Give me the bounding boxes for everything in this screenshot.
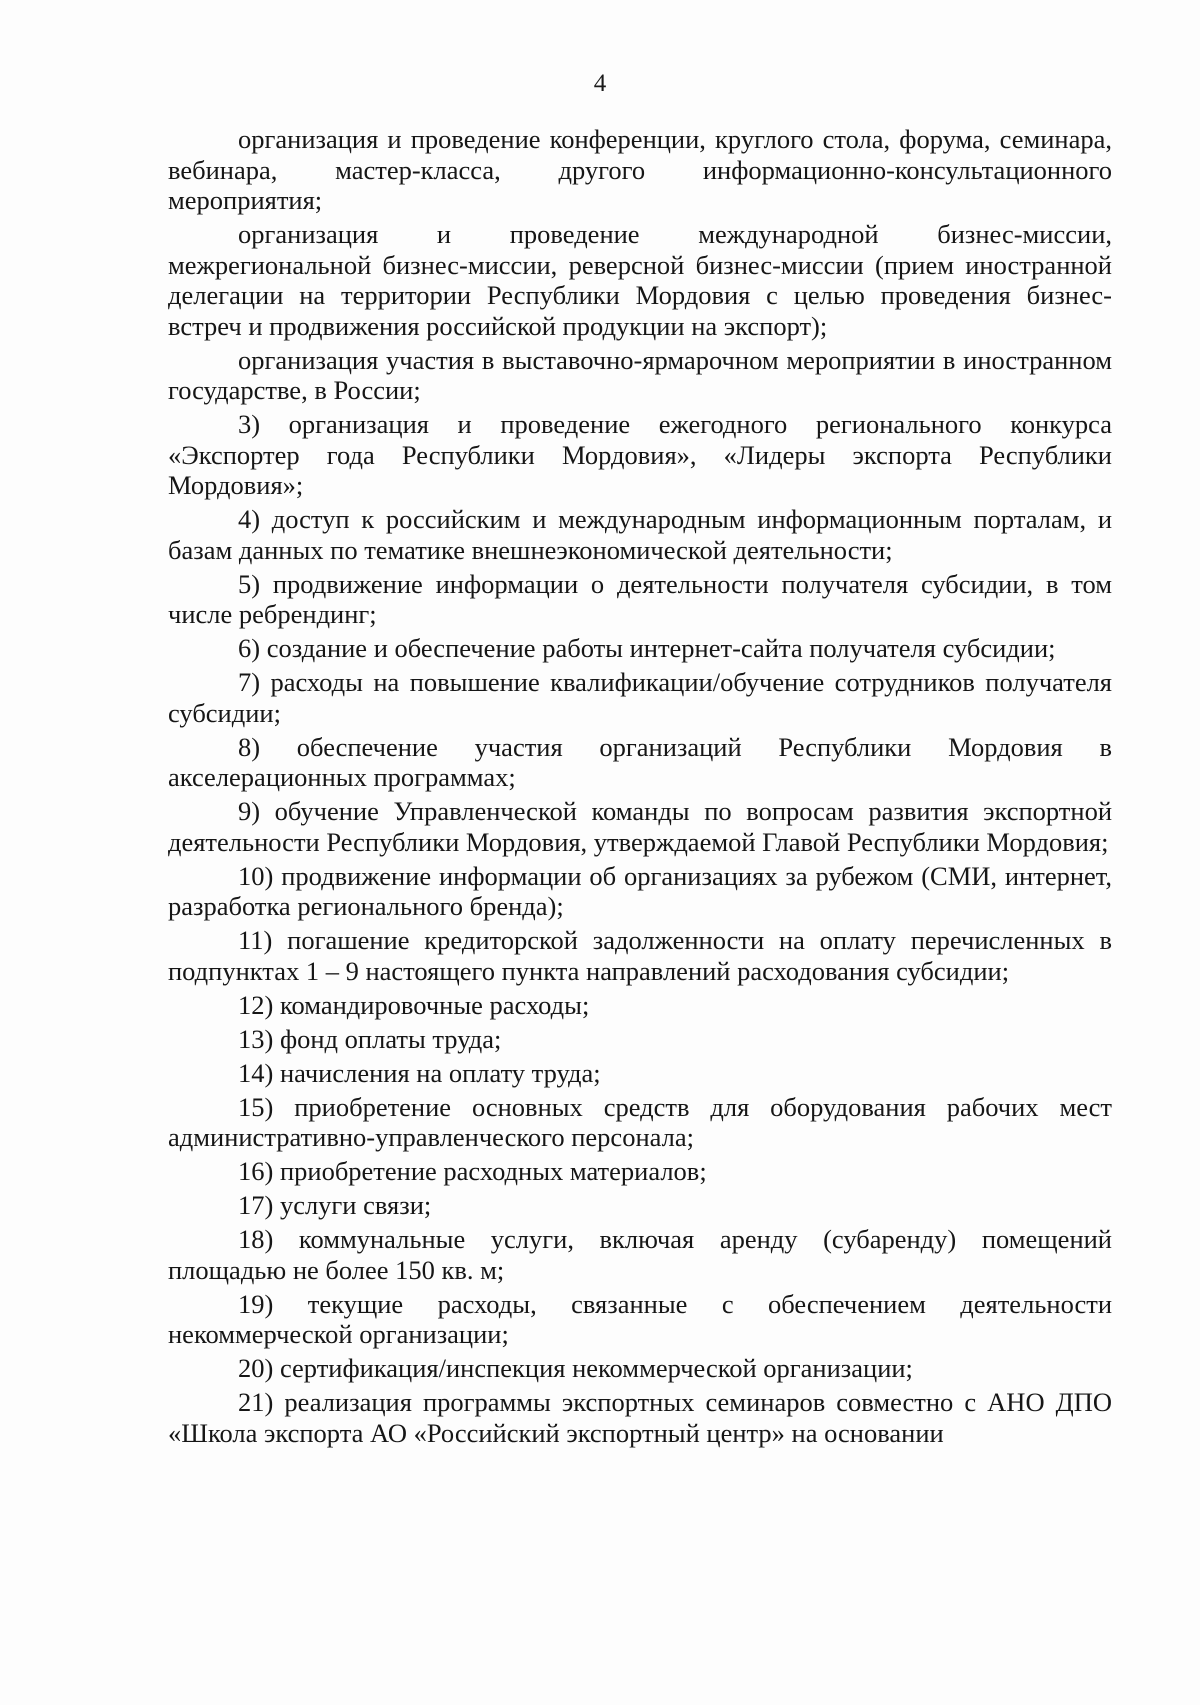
paragraph: 10) продвижение информации об организациях за рубежом (СМИ, интернет, разработка регионального бренда); [168,860,1112,921]
paragraph: 9) обучение Управленческой команды по вопросам развития экспортной деятельности Республики Мордовия, утверждаемой Главой Республики Мордовия; [168,796,1112,857]
paragraph: 5) продвижение информации о деятельности получателя субсидии, в том числе ребрендинг; [168,568,1112,629]
paragraph: 20) сертификация/инспекция некоммерческой организации; [238,1353,913,1383]
paragraph: 14) начисления на оплату труда; [238,1057,601,1088]
paragraph: 15) приобретение основных средств для оборудования рабочих мест административно-управленческого персонала; [168,1091,1112,1152]
paragraph: 7) расходы на повышение квалификации/обучение сотрудников получателя субсидии; [168,667,1112,728]
document-body [168,124,1112,1452]
paragraph: организация участия в выставочно-ярмарочном мероприятии в иностранном государстве, в России; [168,344,1112,405]
page-number: 4 [593,70,607,97]
paragraph: 6) создание и обеспечение работы интернет-сайта получателя субсидии; [238,633,1056,663]
paragraph: 16) приобретение расходных материалов; [238,1156,707,1186]
paragraph: организация и проведение международной бизнес-миссии, межрегиональной бизнес-миссии, реверсной бизнес-миссии (прием иностранной делегации на территории Республики Мордовия с целью проведения бизнес-встреч и продвижения российской продукции на экспорт); [168,219,1112,341]
paragraph: организация и проведение конференции, круглого стола, форума, семинара, вебинара, мастер-класса, другого информационно-консультационного мероприятия; [168,124,1112,215]
paragraph: 17) услуги связи; [238,1190,432,1220]
paragraph: 21) реализация программы экспортных семинаров совместно с АНО ДПО «Школа экспорта АО «Российский экспортный центр» на основании [168,1387,1112,1448]
paragraph: 11) погашение кредиторской задолженности на оплату перечисленных в подпунктах 1 – 9 настоящего пункта направлений расходования субсидии; [168,925,1112,986]
paragraph: 18) коммунальные услуги, включая аренду (субаренду) помещений площадью не более 150 кв. м; [168,1224,1112,1285]
paragraph: 3) организация и проведение ежегодного регионального конкурса «Экспортер года Республики Мордовия», «Лидеры экспорта Республики Мордовия»; [168,409,1112,500]
paragraph: 8) обеспечение участия организаций Республики Мордовия в акселерационных программах; [168,731,1112,792]
paragraph: 19) текущие расходы, связанные с обеспечением деятельности некоммерческой организации; [168,1288,1112,1349]
paragraph: 12) командировочные расходы; [238,989,590,1020]
paragraph: 4) доступ к российским и международным информационным порталам, и базам данных по тематике внешнеэкономической деятельности; [168,504,1112,565]
paragraph: 13) фонд оплаты труда; [238,1023,502,1054]
